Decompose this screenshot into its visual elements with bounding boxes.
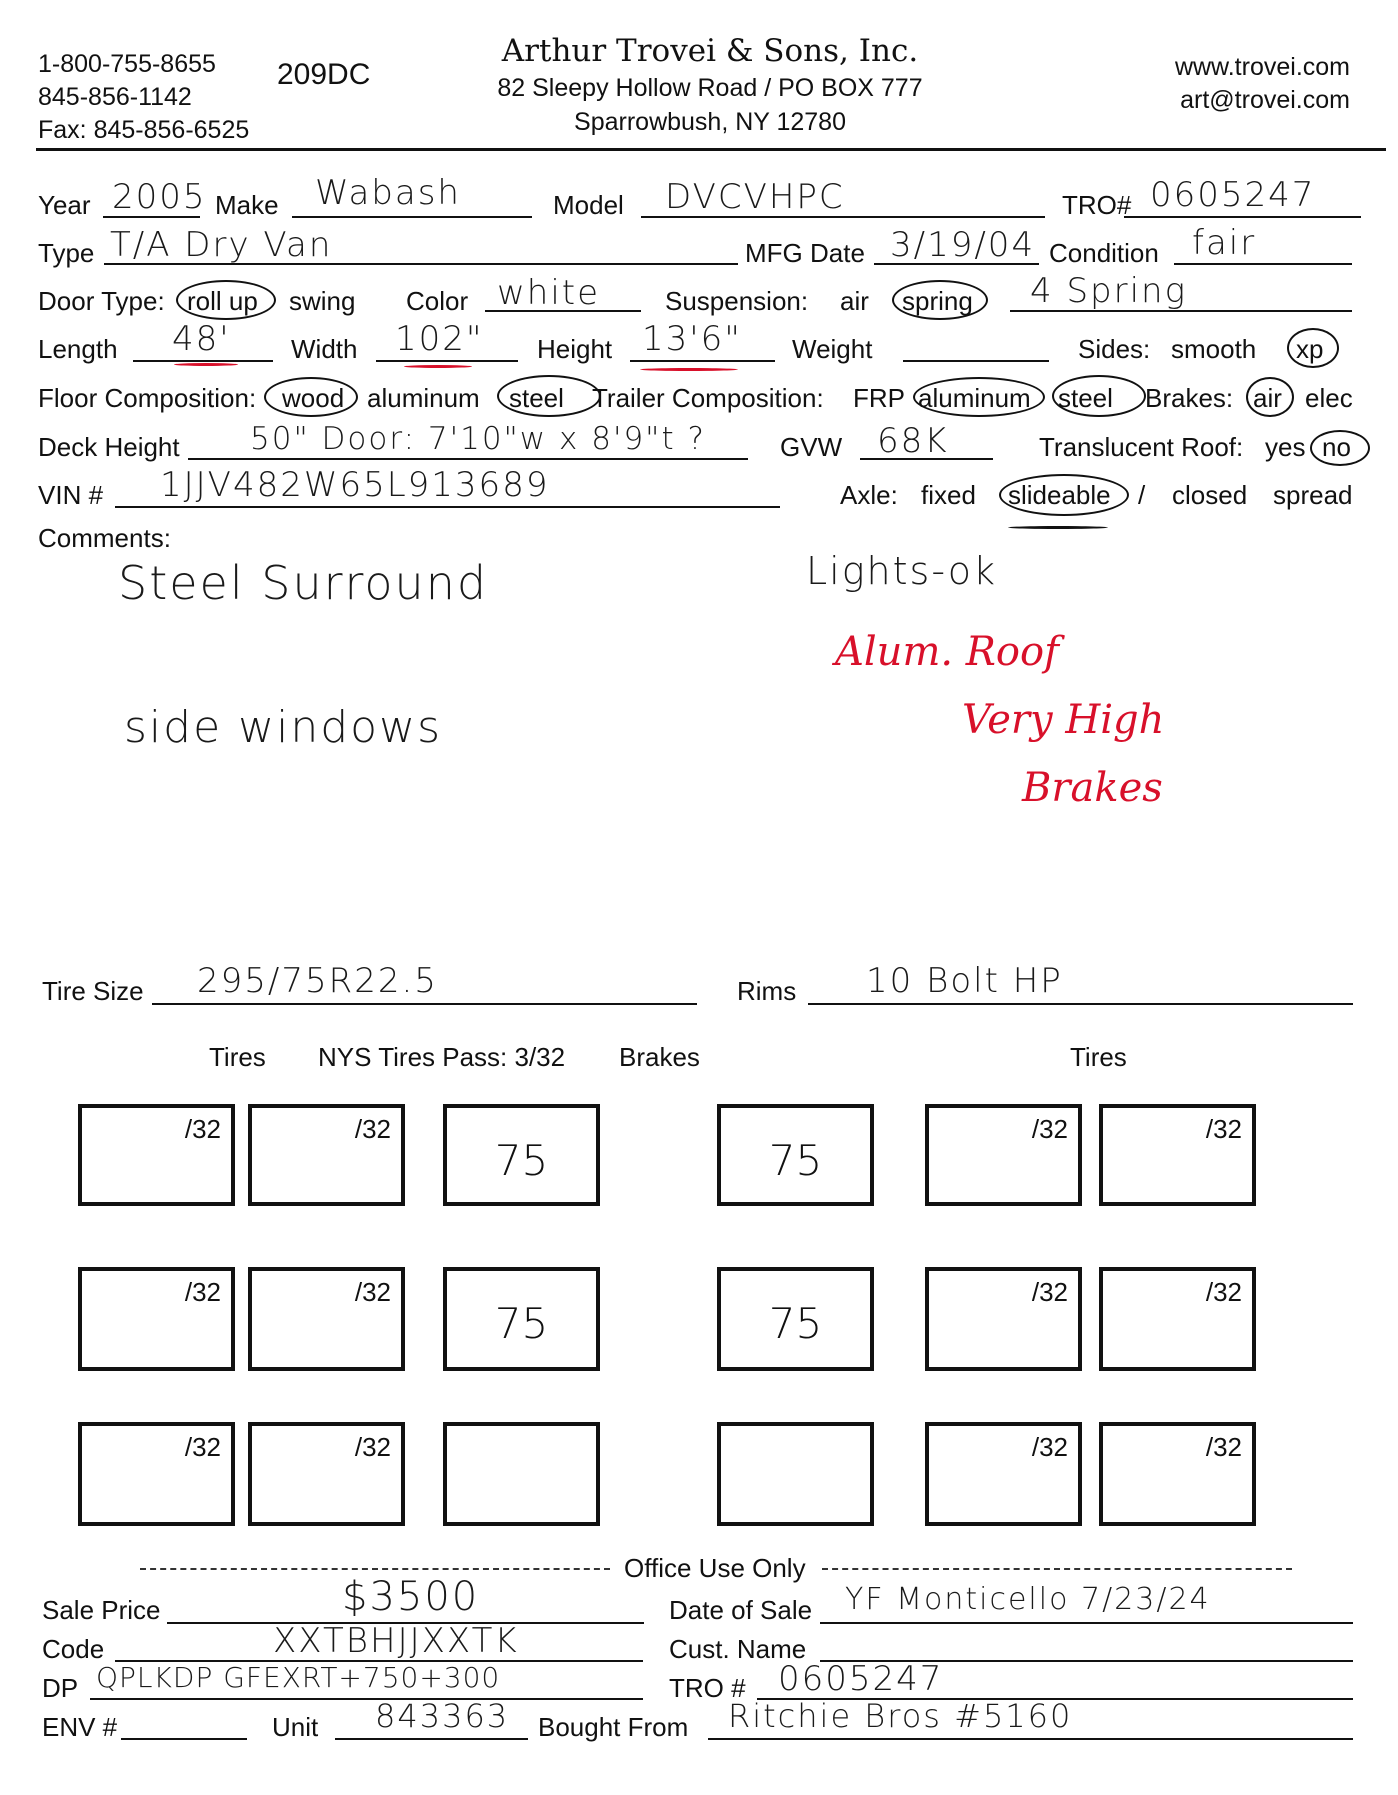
brake-reading: 75 xyxy=(494,1136,549,1185)
header-rule xyxy=(36,148,1386,151)
nys-pass-header: NYS Tires Pass: 3/32 xyxy=(318,1042,566,1072)
axle-slash: / xyxy=(1138,480,1146,510)
code-value: XXTBHJJXXTK xyxy=(273,1621,519,1661)
tro-label: TRO# xyxy=(1062,190,1132,220)
brakes-elec: elec xyxy=(1305,383,1353,413)
bought-from-value: Ritchie Bros #5160 xyxy=(728,1697,1073,1735)
slideable-underline xyxy=(1008,526,1108,529)
brake-reading: 75 xyxy=(768,1299,823,1348)
condition-label: Condition xyxy=(1049,238,1159,268)
type-value: T/A Dry Van xyxy=(110,225,333,265)
rims-value: 10 Bolt HP xyxy=(866,961,1063,1001)
tread-fraction: /32 xyxy=(184,1432,221,1462)
tread-fraction: /32 xyxy=(1205,1432,1242,1462)
sale-price-value: $3500 xyxy=(342,1574,480,1620)
floor-composition-label: Floor Composition: xyxy=(38,383,257,413)
height-line xyxy=(630,360,775,362)
suspension-spring: spring xyxy=(902,286,973,316)
brake-box-r3-right[interactable] xyxy=(717,1422,874,1526)
company-name: Arthur Trovei & Sons, Inc. xyxy=(501,33,919,69)
env-label: ENV # xyxy=(42,1712,118,1742)
trailer-frp: FRP xyxy=(853,383,905,413)
comment-steel-surround: Steel Surround xyxy=(118,556,489,610)
suspension-extra-value: 4 Spring xyxy=(1030,271,1187,311)
unit-label: Unit xyxy=(272,1712,319,1742)
sides-xp: xp xyxy=(1296,334,1324,364)
condition-line xyxy=(1174,263,1352,265)
tire-box-r2-3[interactable] xyxy=(925,1267,1082,1371)
sides-smooth: smooth xyxy=(1171,334,1257,364)
tro-number-value: 0605247 xyxy=(778,1659,944,1699)
tread-fraction: /32 xyxy=(1031,1277,1068,1307)
tire-box-r3-3[interactable] xyxy=(925,1422,1082,1526)
type-label: Type xyxy=(38,238,95,268)
phone-1: 1-800-755-8655 xyxy=(38,50,216,78)
tro-value: 0605247 xyxy=(1150,175,1316,215)
weight-label: Weight xyxy=(792,334,873,364)
tread-fraction: /32 xyxy=(1205,1114,1242,1144)
height-label: Height xyxy=(537,334,613,364)
tire-box-r2-4[interactable] xyxy=(1099,1267,1256,1371)
door-swing: swing xyxy=(289,286,356,316)
height-value: 13'6" xyxy=(642,319,742,359)
brake-box-r1-right[interactable] xyxy=(717,1104,874,1206)
sides-label: Sides: xyxy=(1078,334,1151,364)
length-line xyxy=(133,360,273,362)
axle-label: Axle: xyxy=(840,480,898,510)
axle-closed: closed xyxy=(1172,480,1248,510)
brake-box-r1-left[interactable] xyxy=(443,1104,600,1206)
translucent-roof-label: Translucent Roof: xyxy=(1039,432,1244,462)
color-label: Color xyxy=(406,286,469,316)
tire-box-r3-4[interactable] xyxy=(1099,1422,1256,1526)
condition-value: fair xyxy=(1192,223,1257,263)
tire-box-r3-2[interactable] xyxy=(248,1422,405,1526)
brakes-label: Brakes: xyxy=(1145,383,1234,413)
floor-wood: wood xyxy=(282,383,345,413)
deck-height-label: Deck Height xyxy=(38,432,180,462)
tread-fraction: /32 xyxy=(354,1114,391,1144)
model-label: Model xyxy=(553,190,624,220)
dp-line xyxy=(90,1698,643,1700)
unit-line xyxy=(335,1738,528,1740)
brakes-header: Brakes xyxy=(619,1042,700,1072)
mfg-date-label: MFG Date xyxy=(745,238,865,268)
roof-yes: yes xyxy=(1265,432,1306,462)
make-value: Wabash xyxy=(315,173,461,213)
cust-name-label: Cust. Name xyxy=(669,1634,807,1664)
unit-value: 843363 xyxy=(375,1697,510,1735)
width-label: Width xyxy=(291,334,358,364)
tread-fraction: /32 xyxy=(1031,1432,1068,1462)
model-value: DVCVHPC xyxy=(665,177,845,217)
length-label: Length xyxy=(38,334,118,364)
tread-fraction: /32 xyxy=(354,1277,391,1307)
vin-label: VIN # xyxy=(38,480,104,510)
env-line xyxy=(121,1738,247,1740)
fax-number: Fax: 845-856-6525 xyxy=(38,116,250,144)
tire-size-value: 295/75R22.5 xyxy=(197,961,438,1001)
tire-box-r2-1[interactable] xyxy=(78,1267,235,1371)
tread-fraction: /32 xyxy=(354,1432,391,1462)
website: www.trovei.com xyxy=(1174,53,1350,81)
tread-fraction: /32 xyxy=(184,1114,221,1144)
bought-from-label: Bought From xyxy=(538,1712,689,1742)
bought-from-line xyxy=(708,1738,1353,1740)
vin-line xyxy=(115,506,780,508)
year-label: Year xyxy=(38,190,91,220)
vin-value: 1JJV482W65L913689 xyxy=(160,465,550,505)
dp-label: DP xyxy=(42,1673,79,1703)
axle-fixed: fixed xyxy=(921,480,976,510)
address-line-2: Sparrowbush, NY 12780 xyxy=(574,108,846,136)
trailer-steel: steel xyxy=(1058,383,1113,413)
tro-number-label: TRO # xyxy=(669,1673,746,1703)
tread-fraction: /32 xyxy=(1031,1114,1068,1144)
tire-box-r1-1[interactable] xyxy=(78,1104,235,1206)
phone-2: 845-856-1142 xyxy=(38,83,192,111)
form-code: 209DC xyxy=(277,58,371,91)
comment-side-windows: side windows xyxy=(124,702,442,753)
tread-fraction: /32 xyxy=(1205,1277,1242,1307)
sale-price-label: Sale Price xyxy=(42,1595,161,1625)
deck-height-value: 50" Door: 7'10"w x 8'9"t ? xyxy=(250,421,706,457)
brakes-air: air xyxy=(1253,383,1282,413)
brake-reading: 75 xyxy=(494,1299,549,1348)
floor-aluminum: aluminum xyxy=(367,383,480,413)
tire-size-line xyxy=(152,1003,697,1005)
axle-slideable: slideable xyxy=(1008,480,1111,510)
date-of-sale-value: YF Monticello 7/23/24 xyxy=(845,1582,1211,1617)
code-label: Code xyxy=(42,1634,105,1664)
brake-box-r2-left[interactable] xyxy=(443,1267,600,1371)
width-red-mark xyxy=(404,365,472,368)
comment-brakes: Brakes xyxy=(1022,765,1163,811)
width-value: 102" xyxy=(395,319,484,359)
brake-box-r3-left[interactable] xyxy=(443,1422,600,1526)
office-use-only-heading: Office Use Only xyxy=(624,1553,806,1583)
comment-very-high: Very High xyxy=(962,697,1165,743)
roof-no: no xyxy=(1322,432,1351,462)
tire-box-r2-2[interactable] xyxy=(248,1267,405,1371)
gvw-value: 68K xyxy=(877,421,949,461)
office-divider-left xyxy=(140,1568,610,1570)
gvw-label: GVW xyxy=(780,432,843,462)
date-of-sale-label: Date of Sale xyxy=(669,1595,813,1625)
suspension-label: Suspension: xyxy=(665,286,809,316)
address-line-1: 82 Sleepy Hollow Road / PO BOX 777 xyxy=(497,74,923,102)
floor-steel: steel xyxy=(509,383,564,413)
tire-box-r1-2[interactable] xyxy=(248,1104,405,1206)
year-value: 2005 xyxy=(112,177,207,217)
make-line xyxy=(292,216,532,218)
tire-size-label: Tire Size xyxy=(42,976,144,1006)
tires-right-header: Tires xyxy=(1070,1042,1127,1072)
height-red-mark xyxy=(640,368,738,371)
brake-reading: 75 xyxy=(768,1136,823,1185)
comment-alum-roof: Alum. Roof xyxy=(835,629,1059,675)
width-line xyxy=(376,360,518,362)
suspension-air: air xyxy=(840,286,869,316)
dp-value: QPLKDP GFEXRT+750+300 xyxy=(96,1661,501,1694)
deck-height-line xyxy=(188,458,748,460)
rims-line xyxy=(808,1003,1353,1005)
length-red-mark xyxy=(174,363,238,366)
door-type-label: Door Type: xyxy=(38,286,165,316)
make-label: Make xyxy=(215,190,279,220)
rims-label: Rims xyxy=(737,976,797,1006)
tire-box-r3-1[interactable] xyxy=(78,1422,235,1526)
tro-line xyxy=(1124,216,1361,218)
color-value: white xyxy=(497,273,601,313)
comment-lights-ok: Lights-ok xyxy=(806,549,997,593)
tires-left-header: Tires xyxy=(209,1042,266,1072)
door-roll-up: roll up xyxy=(187,286,258,316)
trailer-composition-label: Trailer Composition: xyxy=(592,383,824,413)
tire-box-r1-4[interactable] xyxy=(1099,1104,1256,1206)
office-divider-right xyxy=(822,1568,1292,1570)
axle-spread: spread xyxy=(1273,480,1353,510)
brake-box-r2-right[interactable] xyxy=(717,1267,874,1371)
weight-line xyxy=(903,360,1049,362)
date-of-sale-line xyxy=(820,1622,1353,1624)
comments-label: Comments: xyxy=(38,523,171,553)
length-value: 48' xyxy=(172,319,231,359)
email: art@trovei.com xyxy=(1180,86,1350,114)
mfg-date-value: 3/19/04 xyxy=(890,225,1036,265)
tread-fraction: /32 xyxy=(184,1277,221,1307)
trailer-aluminum: aluminum xyxy=(918,383,1031,413)
tire-box-r1-3[interactable] xyxy=(925,1104,1082,1206)
